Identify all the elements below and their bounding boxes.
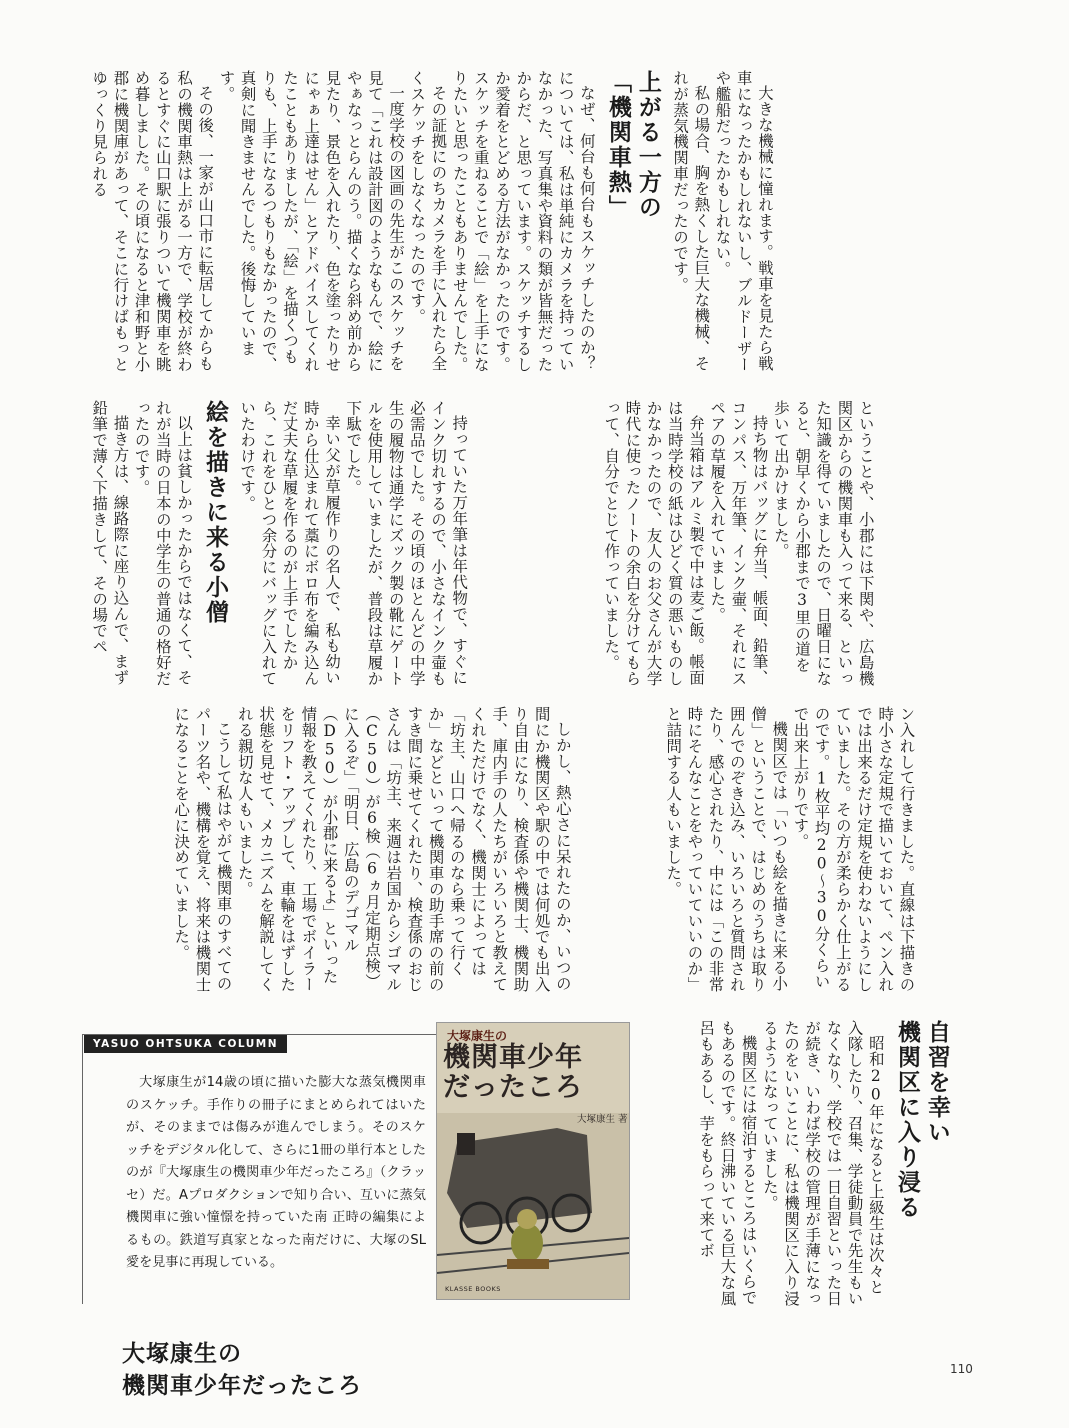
article-block-5 bbox=[170, 706, 573, 998]
paragraph: 以上は貧しかったからではなくて、それが当時の日本の中学生の普通の格好だったのです。 bbox=[132, 400, 194, 687]
cover-publisher: KLASSE BOOKS bbox=[445, 1285, 501, 1293]
section-heading: 自習を幸い 機関区に入り浸る bbox=[893, 1020, 950, 1220]
cover-author: 大塚康生 著 bbox=[577, 1114, 628, 1125]
section-heading: 絵を描きに来る小僧 bbox=[202, 400, 229, 625]
paragraph: 持っていた万年筆は年代物で、すぐにインク切れするので、小さなインク壷も必需品でした。その頃のほとんどの中学生の履物は通学にズック製の靴にゲートルを使用していましたが、普段は草履か下駄でした。 bbox=[344, 400, 469, 687]
paragraph: 描き方は、線路際に座り込んで、まず鉛筆で薄く下描きして、その場でペ bbox=[90, 400, 130, 686]
paragraph: 大きな機械に憧れます。戦車を見たら戦車になったかもしれないし、ブルドーザーや艦船だったかもしれない。 bbox=[713, 70, 774, 373]
paragraph: ン入れして行きました。直線は下描きの時小さな定規で描いておいて、ペン入れでは出来るだけ定規を使わないようにしていました。その方が柔らかく仕上がるのです。1枚平均20～30分くらいで出来上がりです。 bbox=[791, 706, 916, 993]
column-body: 大塚康生が14歳の頃に描いた膨大な蒸気機関車のスケッチ。手作りの冊子にまとめられてはいたが、そのままでは傷みが進んでしまう。そのスケッチをデジタル化して、さらに1冊の単行本としたのが『大塚康生の機関車少年だったころ』（クラッセ）だ。Aプロダクションで知り合い、互いに蒸気機関車に強い憧憬を持っていた南 正時の編集によるもの。鉄道写真家となった南だけに、大塚のSL愛を見事に再現している。 bbox=[126, 1075, 426, 1270]
paragraph: こうして私はやがて機関車のすべてのパーツ名や、機構を覚え、将来は機関士になることを心に決めていました。 bbox=[172, 706, 233, 993]
article-block-4 bbox=[662, 706, 916, 998]
section-heading: 上がる一方の 「機関車熱」 bbox=[604, 70, 661, 220]
paragraph: 私の場合、胸を熱くした巨大な機械、それが蒸気機関車だったのです。 bbox=[671, 70, 711, 372]
cover-title: 機関車少年 だったころ bbox=[443, 1042, 583, 1103]
article-block-3 bbox=[88, 400, 469, 688]
article-block-1 bbox=[88, 70, 775, 380]
column-label: YASUO OHTSUKA COLUMN bbox=[84, 1035, 287, 1053]
column-rule-left bbox=[82, 1034, 83, 1304]
paragraph: 機関区では「いつも絵を描きに来る小僧」ということで、はじめのうちは取り囲んでのぞき込み、いろいろと質問されたり、感心されたり、中には「この非常時にそんなことをやっていていいのか」と詰問する人もいました。 bbox=[664, 706, 789, 993]
page-number: 110 bbox=[950, 1362, 973, 1376]
paragraph: 弁当箱はアルミ製で中は麦ご飯。帳面は当時学校の紙はひどく質の悪いものしかなかったので、友人のお父さんが大学時代に使ったノートの余白を分けてもらって、自分でとじて作っていました。 bbox=[602, 400, 706, 687]
paragraph: 幸い父が草履作りの名人で、私も幼い時から仕込まれて藁にボロ布を編み込んだ丈夫な草履を作るのが上手でしたから、これをひとつ余分にバッグに入れていたわけです。 bbox=[238, 400, 342, 687]
article-block-2 bbox=[600, 400, 876, 688]
paragraph: ということや、小郡には下関や、広島機関区からの機関車も入って来る、といった知識を得ていましたので、日曜日になると、朝早くから小郡まで3里の道を歩いて出かけました。 bbox=[771, 400, 875, 687]
paragraph: 一度学校の図画の先生がこのスケッチを見て「これは設計図のようなもんで、絵にやぁなっとらんのう。描くなら斜め前から見たり、景色を入れたり、色を塗ったりせにゃぁ上達はせん」とアドバイスしてくれたこともありましたが、「絵」を描くつもりも、上手になるつもりもなかったので、真剣に聞きませんでした。後悔しています。 bbox=[217, 70, 406, 373]
paragraph: なぜ、何台も何台もスケッチしたのか？ については、私は単純にカメラを持っていなかった、写真集や資料の類が皆無だったからだ、と思っています。スケッチするしか愛着をとどめる方法がなかったのです。スケッチを重ねることで「絵」を上手になりたいと思ったこともありませんでした。 bbox=[450, 70, 596, 373]
paragraph: 持ち物はバッグに弁当、帳面、鉛筆、コンパス、万年筆、インク壷、それにスペアの草履を入れていました。 bbox=[708, 400, 769, 687]
book-cover bbox=[436, 1022, 630, 1300]
column-title: 大塚康生の 機関車少年だったころ bbox=[122, 1341, 362, 1399]
paragraph: 昭和20年になると上級生は次々と入隊したり、召集、学徒動員で先生もいなくなり、学校では一日自習といった日が続き、いわば学校の管理が手薄になったのをいいことに、私は機関区に入り浸るようになっていました。 bbox=[760, 1020, 885, 1307]
paragraph: 機関区には宿泊するところはいくらでもあるのです。終日沸いている巨大な風呂もあるし、芋をもらって来てボ bbox=[697, 1020, 758, 1307]
article-block-6 bbox=[695, 1020, 958, 1310]
cover-kicker: 大塚康生の bbox=[447, 1029, 508, 1043]
paragraph: その証拠にのちカメラを手に入れたら全くスケッチをしなくなったのです。 bbox=[408, 70, 448, 372]
paragraph: その後、一家が山口市に転居してからも私の機関車熱は上がる一方で、学校が終わるとすぐに山口駅に張りついて機関車を眺め暮しました。その頃になると津和野と小郡に機関庫があって、そこに行けばもっとゆっくり見られる bbox=[90, 70, 215, 373]
paragraph: しかし、熱心さに呆れたのか、いつの間にか機関区や駅の中では何処でも出入り自由になり、検査係や機関士、機関助手、庫内手の人たちがいろいろと教えてくれただけでなく、機関士によっては「坊主、山口へ帰るのなら乗って行くか」などといって機関車の助手席の前のすき間に乗せてくれたり、検査係のおじさんは「坊主、来週は岩国からシゴマル（C50）が6検（6ヵ月定期点検）に入るぞ」「明日、広島のデゴマル（D50）が小郡に来るよ」といった情報を教えてくれたり、工場でボイラーをリフト・アップして、車輪をはずした状態を見せて、メカニズムを解説してくれる親切な人もいました。 bbox=[235, 706, 572, 993]
